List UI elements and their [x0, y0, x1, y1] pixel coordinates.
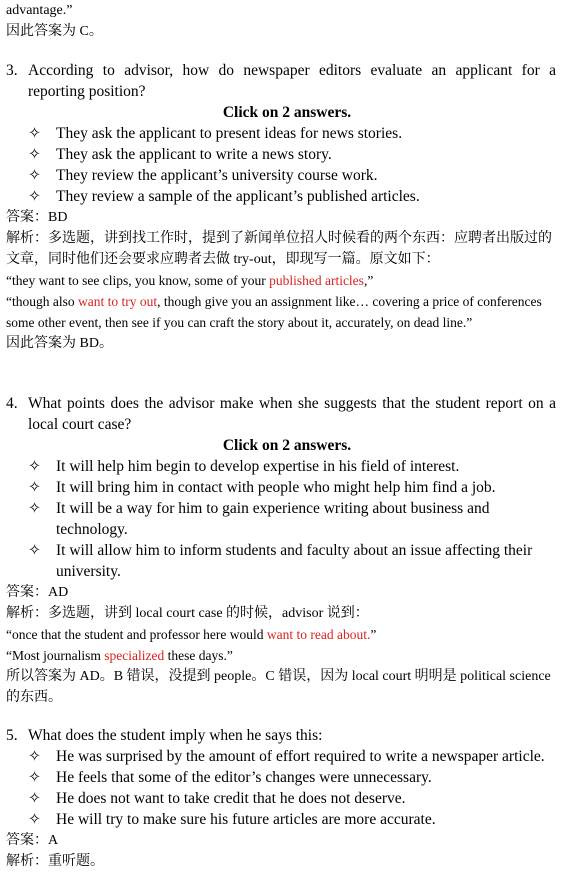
quote-text: , though give you an assignment like… covering a price of conferences some other event, then see if you can craft the story about it, accurately, on dead line.” — [6, 294, 542, 330]
option-item[interactable] — [0, 456, 558, 477]
question-4 — [0, 393, 574, 708]
option-text: It will help him begin to develop expertise in his field of interest. — [56, 458, 460, 475]
diamond-bullet-icon: ✧ — [28, 748, 41, 765]
option-text: He feels that some of the editor’s changes were unnecessary. — [56, 769, 432, 786]
quote-text: “Most journalism — [6, 648, 105, 663]
diamond-bullet-icon: ✧ — [28, 458, 41, 475]
option-item[interactable] — [0, 144, 558, 165]
question-3 — [0, 60, 574, 354]
answer-line: 答案：AD — [6, 585, 69, 600]
quote-2 — [0, 291, 566, 333]
analysis-text: 解析：多选题，讲到找工作时，提到了新闻单位招人时候看的两个东西：应聘者出版过的文章，同时他们还会要求应聘者去做 try-out，即现写一篇。原文如下： — [6, 231, 552, 267]
prev-conclusion: 因此答案为 C。 — [6, 24, 103, 39]
question-number: 3. — [6, 62, 18, 79]
option-text: It will bring him in contact with people who might help him find a job. — [56, 479, 496, 496]
question-text: What does the student imply when he says this: — [28, 727, 323, 744]
quote-text: “though also — [6, 294, 78, 309]
diamond-bullet-icon: ✧ — [28, 167, 41, 184]
quote-text: ,” — [363, 273, 374, 288]
top-section — [6, 0, 566, 42]
analysis-text: 解析：重听题。 — [6, 854, 104, 869]
quote-text: ” — [370, 627, 377, 642]
option-text: It will allow him to inform students and faculty about an issue affecting their university. — [56, 542, 533, 580]
diamond-bullet-icon: ✧ — [28, 769, 41, 786]
option-text: They ask the applicant to write a news story. — [56, 146, 332, 163]
highlighted-phrase: specialized — [104, 648, 165, 663]
click-instruction: Click on 2 answers. — [222, 437, 352, 454]
option-text: It will be a way for him to gain experience writing about business and technology. — [56, 500, 490, 538]
option-text: They review a sample of the applicant’s published articles. — [56, 188, 420, 205]
question-number: 5. — [6, 727, 18, 744]
option-item[interactable] — [0, 788, 558, 809]
option-item[interactable] — [0, 123, 558, 144]
diamond-bullet-icon: ✧ — [28, 542, 41, 559]
quote-1 — [0, 624, 566, 645]
option-text: They review the applicant’s university course work. — [56, 167, 378, 184]
option-item[interactable] — [0, 186, 558, 207]
answer-line: 答案：A — [6, 833, 59, 848]
option-item[interactable] — [0, 809, 558, 830]
answer-line: 答案：BD — [6, 210, 68, 225]
quote-1 — [0, 270, 566, 291]
diamond-bullet-icon: ✧ — [28, 188, 41, 205]
option-item[interactable] — [0, 165, 558, 186]
question-text: According to advisor, how do newspaper editors evaluate an applicant for a reporting position? — [28, 62, 556, 100]
highlighted-phrase: published articles — [269, 273, 364, 288]
quote-text: “they want to see clips, you know, some of your — [6, 273, 270, 288]
diamond-bullet-icon: ✧ — [28, 146, 41, 163]
diamond-bullet-icon: ✧ — [28, 790, 41, 807]
diamond-bullet-icon: ✧ — [28, 500, 41, 517]
quote-text: “once that the student and professor here would — [6, 627, 267, 642]
question-5 — [0, 725, 574, 872]
analysis-text: 解析：多选题，讲到 local court case 的时候，advisor 说到： — [6, 606, 369, 621]
quote-2 — [0, 645, 566, 666]
option-text: He does not want to take credit that he does not deserve. — [56, 790, 406, 807]
highlighted-phrase: want to read about. — [266, 627, 371, 642]
option-item[interactable] — [0, 498, 558, 540]
question-3-stem — [0, 60, 574, 102]
conclusion: 所以答案为 AD。B 错误，没提到 people。C 错误，因为 local court 明明是 political science 的东西。 — [6, 669, 551, 705]
diamond-bullet-icon: ✧ — [28, 811, 41, 828]
option-text: He was surprised by the amount of effort required to write a newspaper article. — [56, 748, 545, 765]
prev-quote-end: advantage.” — [6, 3, 73, 18]
click-instruction: Click on 2 answers. — [222, 104, 352, 121]
question-5-stem — [0, 725, 574, 746]
quote-text: these days.” — [164, 648, 233, 663]
question-number: 4. — [6, 395, 18, 412]
question-4-stem — [0, 393, 574, 435]
option-text: They ask the applicant to present ideas for news stories. — [56, 125, 403, 142]
option-item[interactable] — [0, 767, 558, 788]
option-item[interactable] — [0, 746, 558, 767]
conclusion: 因此答案为 BD。 — [6, 336, 113, 351]
diamond-bullet-icon: ✧ — [28, 125, 41, 142]
option-item[interactable] — [0, 540, 558, 582]
highlighted-phrase: want to try out — [78, 294, 158, 309]
option-text: He will try to make sure his future articles are more accurate. — [56, 811, 436, 828]
option-item[interactable] — [0, 477, 558, 498]
question-text: What points does the advisor make when she suggests that the student report on a local court case? — [28, 395, 556, 433]
diamond-bullet-icon: ✧ — [28, 479, 41, 496]
